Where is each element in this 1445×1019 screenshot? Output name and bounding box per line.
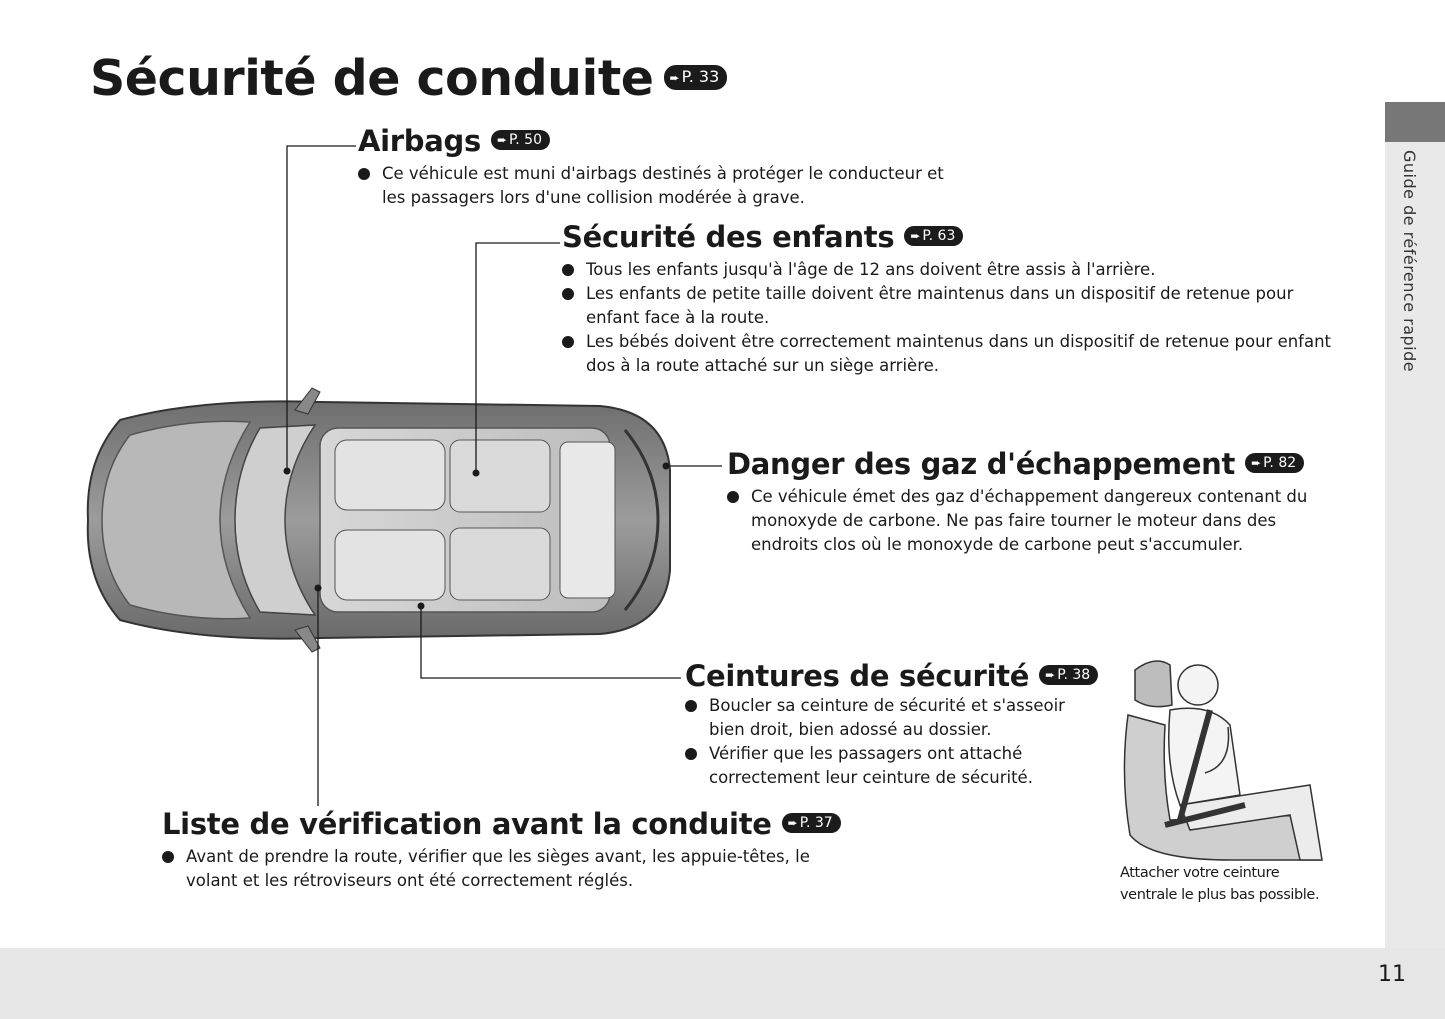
arrow-right-icon: ➨ [496,133,507,147]
list-item: Avant de prendre la route, vérifier que les sièges avant, les appuie-têtes, le volant et les rétroviseurs ont été correctement réglés. [162,845,812,893]
exhaust-heading [727,447,1304,481]
page-number: 11 [1378,962,1406,987]
exhaust-ref-text: P. 82 [1263,455,1297,471]
leader-airbags [287,146,356,470]
children-ref-text: P. 63 [922,228,956,244]
checklist-ref-link[interactable] [782,813,841,833]
list-item: Boucler sa ceinture de sécurité et s'asseoir bien droit, bien adossé au dossier. [685,694,1090,742]
seatbelts-ref-link[interactable] [1039,665,1098,685]
seatbelts-ref-text: P. 38 [1057,667,1091,683]
checklist-heading [162,807,841,841]
arrow-right-icon: ➨ [910,229,921,243]
seatbelts-heading-text: Ceintures de sécurité [685,659,1030,693]
leader-children [476,243,560,472]
arrow-right-icon: ➨ [1045,668,1056,682]
arrow-right-icon: ➨ [787,816,798,830]
children-heading-text: Sécurité des enfants [562,220,895,254]
leader-dot-checklist [315,585,322,592]
checklist-list [162,845,812,893]
exhaust-list [727,485,1347,557]
list-item: Les enfants de petite taille doivent être maintenus dans un dispositif de retenue pour enfant face à la route. [562,282,1332,330]
arrow-right-icon: ➨ [669,71,680,85]
seatbelts-heading [685,659,1098,693]
seatbelts-list [685,694,1090,790]
page-title-text: Sécurité de conduite [90,50,654,107]
leader-dot-airbags [284,468,291,475]
list-item: Tous les enfants jusqu'à l'âge de 12 ans doivent être assis à l'arrière. [562,258,1332,282]
leader-seatbelts [421,606,681,678]
illustration-caption [1120,862,1319,906]
side-label: Guide de référence rapide [1400,150,1419,373]
page-ref-text: P. 33 [681,67,720,86]
airbags-list [358,162,958,210]
caption-line: ventrale le plus bas possible. [1120,887,1320,903]
leader-dot-children [473,470,480,477]
leader-dot-exhaust [663,463,670,470]
airbags-heading-text: Airbags [358,124,481,158]
exhaust-heading-text: Danger des gaz d'échappement [727,447,1236,481]
list-item: Les bébés doivent être correctement maintenus dans un dispositif de retenue pour enfant dos à la route attaché sur un siège arrière. [562,330,1332,378]
list-item: Ce véhicule est muni d'airbags destinés à protéger le conducteur et les passagers lors d'une collision modérée à grave. [358,162,958,210]
caption-line: Attacher votre ceinture [1120,865,1280,881]
children-heading [562,220,963,254]
checklist-ref-text: P. 37 [799,815,833,831]
children-ref-link[interactable] [904,226,963,246]
list-item: Vérifier que les passagers ont attaché correctement leur ceinture de sécurité. [685,742,1090,790]
airbags-ref-link[interactable] [491,130,550,150]
children-list [562,258,1332,378]
list-item: Ce véhicule émet des gaz d'échappement dangereux contenant du monoxyde de carbone. Ne pas faire tourner le moteur dans des endroits clos où le monoxyde de carbone peut s'accumuler. [727,485,1347,557]
arrow-right-icon: ➨ [1251,456,1262,470]
airbags-heading [358,124,550,158]
checklist-heading-text: Liste de vérification avant la conduite [162,807,772,841]
leader-dot-seatbelts [418,603,425,610]
airbags-ref-text: P. 50 [509,132,542,148]
exhaust-ref-link[interactable] [1245,453,1304,473]
